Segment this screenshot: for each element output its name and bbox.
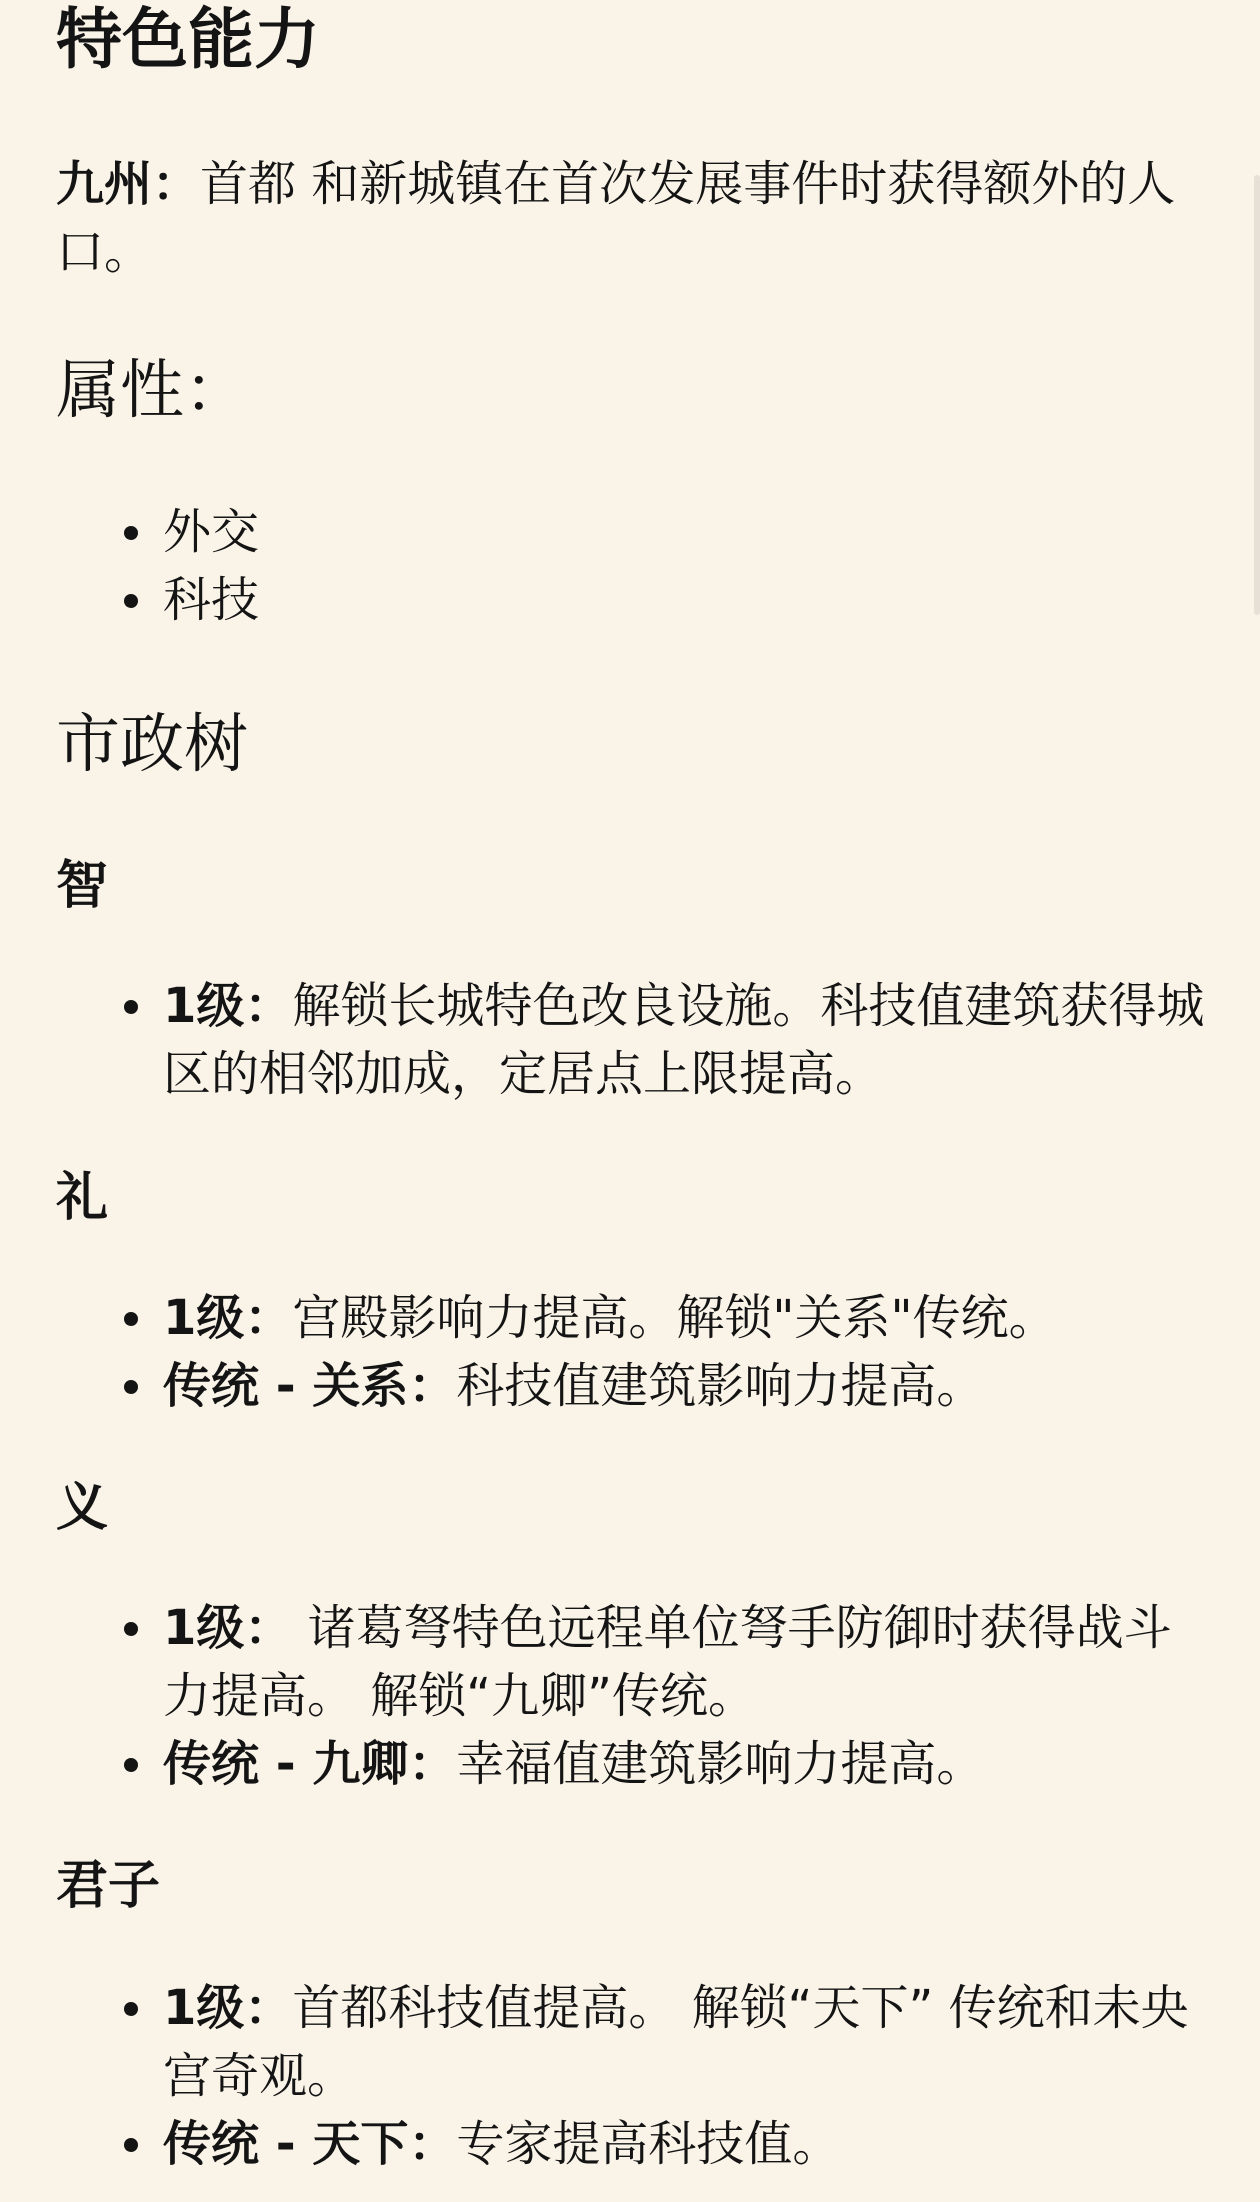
branch-item: [56, 972, 1206, 1108]
item-label: 1级：: [163, 978, 293, 1034]
branch-item: [56, 1974, 1206, 2110]
item-label: 1级：: [163, 1290, 293, 1346]
branch-item: [56, 1284, 1206, 1352]
attribute-item: 科技: [56, 566, 1206, 634]
item-text: 诸葛弩特色远程单位弩手防御时获得战斗力提高。 解锁“九卿”传统。: [163, 1600, 1172, 1724]
branch-list-junzi: [56, 1974, 1206, 2178]
branch-title-li: 礼: [56, 1168, 109, 1228]
attributes-heading: 属性：: [56, 354, 248, 428]
ability-paragraph: [56, 150, 1206, 286]
branch-item: [56, 1352, 1206, 1420]
attribute-item: 外交: [56, 498, 1206, 566]
item-label: 传统 - 天下：: [163, 2116, 457, 2172]
branch-list-yi: [56, 1594, 1206, 1798]
attributes-list: [56, 498, 1206, 634]
item-text: 幸福值建筑影响力提高。: [456, 1736, 985, 1792]
branch-item: [56, 2110, 1206, 2178]
branch-title-zhi: 智: [56, 856, 109, 916]
branch-item: [56, 1594, 1206, 1730]
item-text: 首都科技值提高。 解锁“天下” 传统和未央宫奇观。: [163, 1980, 1189, 2104]
branch-title-yi: 义: [56, 1478, 109, 1538]
item-text: 专家提高科技值。: [456, 2116, 841, 2172]
ability-name: 九州：: [56, 156, 201, 212]
item-text: 解锁长城特色改良设施。科技值建筑获得城区的相邻加成，定居点上限提高。: [163, 978, 1205, 1102]
ability-heading: 特色能力: [56, 1, 320, 78]
civics-tree-heading: 市政树: [56, 708, 248, 782]
item-label: 1级：: [163, 1980, 293, 2036]
branch-list-li: [56, 1284, 1206, 1420]
item-text: 宫殿影响力提高。解锁"关系"传统。: [292, 1290, 1057, 1346]
item-label: 1级：: [163, 1600, 293, 1656]
branch-item: [56, 1730, 1206, 1798]
scrollbar[interactable]: [1254, 175, 1260, 615]
item-label: 传统 - 九卿：: [163, 1736, 457, 1792]
branch-list-zhi: [56, 972, 1206, 1108]
ability-description: 首都 和新城镇在首次发展事件时获得额外的人口。: [56, 156, 1176, 280]
branch-title-junzi: 君子: [56, 1856, 161, 1916]
item-text: 科技值建筑影响力提高。: [456, 1358, 985, 1414]
item-label: 传统 - 关系：: [163, 1358, 457, 1414]
